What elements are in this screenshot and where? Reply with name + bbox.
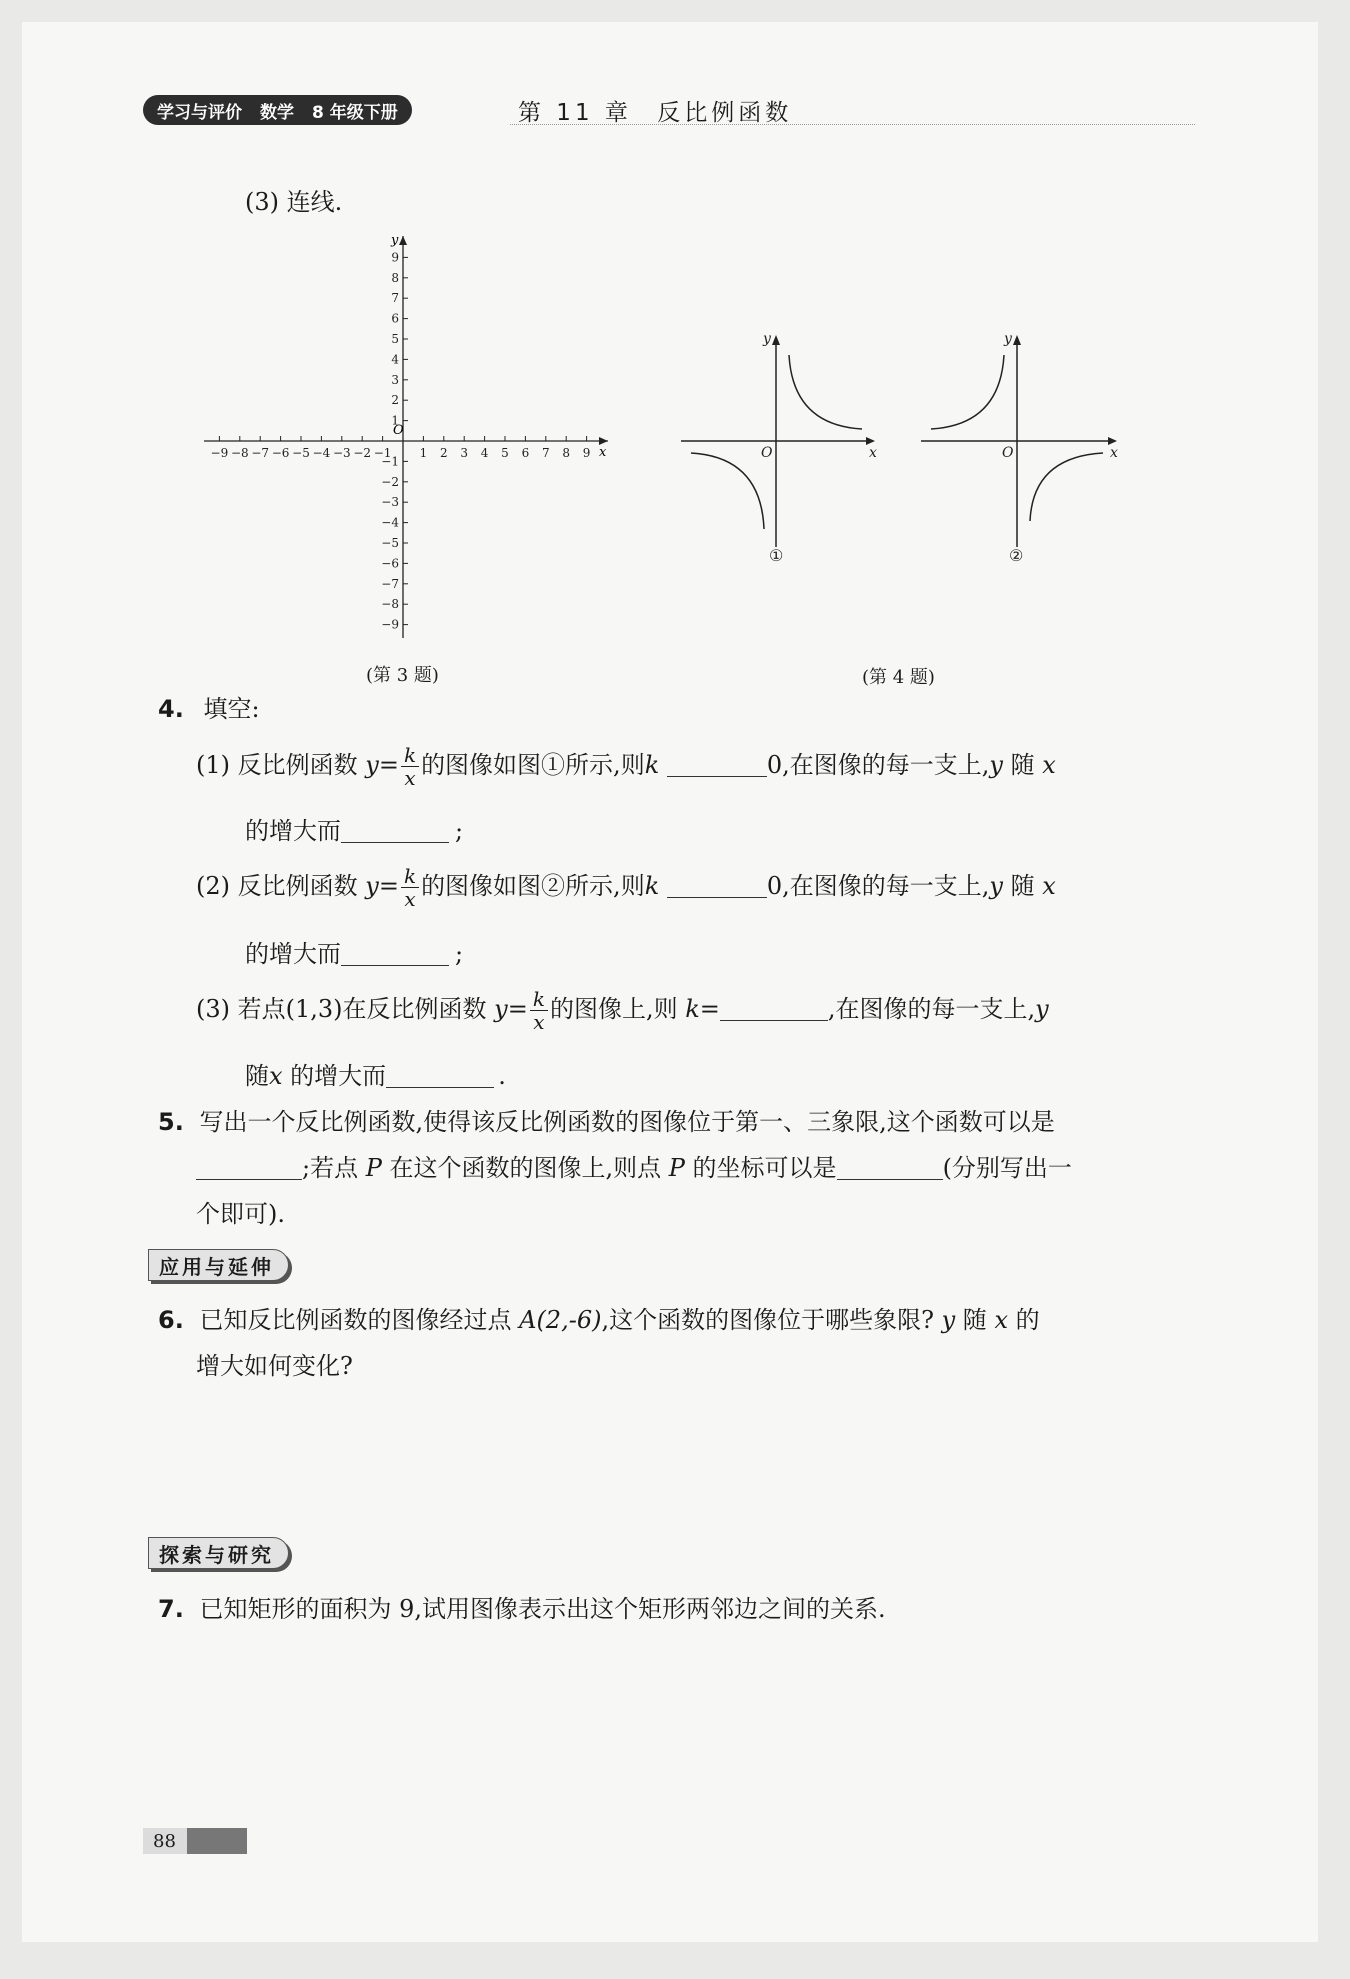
answer-blank[interactable] bbox=[837, 1155, 943, 1180]
y-tick-label: −6 bbox=[381, 556, 399, 571]
equals-sign: = bbox=[699, 995, 720, 1023]
x-tick-label: 4 bbox=[480, 446, 489, 460]
graph-1-label: ① bbox=[769, 546, 784, 565]
x-tick-label: −7 bbox=[251, 446, 270, 460]
x-tick-label: −2 bbox=[353, 446, 372, 460]
question-text: ,这个函数的图像位于哪些象限? bbox=[601, 1306, 934, 1334]
y-tick-label: −4 bbox=[381, 515, 399, 530]
q4-part-2-line-1 bbox=[196, 866, 1056, 909]
question-text: 已知反比例函数的图像经过点 bbox=[199, 1306, 520, 1334]
fraction-numerator: k bbox=[401, 866, 419, 888]
book-header bbox=[143, 95, 412, 125]
fraction-numerator: k bbox=[530, 989, 548, 1011]
question-7 bbox=[158, 1595, 886, 1624]
x-tick-label: −6 bbox=[271, 446, 290, 460]
q4-part-3-line-1 bbox=[196, 989, 1049, 1032]
y-tick-label: −8 bbox=[381, 597, 399, 612]
question-text: 的坐标可以是 bbox=[684, 1154, 837, 1182]
y-tick-label: 2 bbox=[391, 393, 399, 408]
y-tick-label: −1 bbox=[381, 454, 399, 469]
var-y: y bbox=[989, 751, 1003, 779]
question-text: ;若点 bbox=[302, 1154, 366, 1182]
question-text: 写出一个反比例函数,使得该反比例函数的图像位于第一、三象限,这个函数可以是 bbox=[199, 1108, 1055, 1136]
question-6-line-1 bbox=[158, 1306, 1040, 1335]
question-text: 的 bbox=[1015, 1306, 1040, 1334]
y-tick-label: −9 bbox=[381, 617, 399, 632]
answer-blank[interactable] bbox=[667, 752, 767, 777]
q4-part-2-line-2 bbox=[245, 940, 463, 969]
part-text: 的图像如图②所示,则 bbox=[421, 872, 645, 900]
part-text: 随 bbox=[1010, 751, 1035, 779]
fraction-k-over-x bbox=[530, 989, 548, 1032]
x-tick-label: 9 bbox=[582, 446, 591, 460]
hyperbola-2-quadrant-2 bbox=[931, 355, 1004, 429]
var-y: y bbox=[365, 751, 379, 779]
y-tick-label: −7 bbox=[381, 576, 399, 591]
figure-4-hyperbolas bbox=[675, 325, 1135, 575]
question-text: 随 bbox=[962, 1306, 987, 1334]
step-3-connect: (3) 连线. bbox=[245, 188, 343, 216]
punctuation: ; bbox=[455, 940, 464, 968]
y-tick-label: −2 bbox=[381, 474, 399, 489]
fraction-k-over-x bbox=[401, 866, 419, 909]
fraction-denominator: x bbox=[533, 1010, 545, 1034]
answer-blank[interactable] bbox=[386, 1063, 494, 1088]
part-text: 的增大而 bbox=[282, 1062, 387, 1090]
graph-1-y-label: y bbox=[763, 331, 771, 347]
part-text: 随 bbox=[245, 1062, 269, 1090]
x-tick-label: −5 bbox=[292, 446, 310, 460]
fraction-denominator: x bbox=[404, 887, 416, 911]
answer-blank[interactable] bbox=[341, 941, 449, 966]
x-tick-label: 2 bbox=[439, 446, 448, 460]
punctuation: . bbox=[498, 1062, 506, 1090]
answer-blank[interactable] bbox=[720, 996, 828, 1021]
y-tick-label: 5 bbox=[391, 332, 399, 346]
x-tick-label: 7 bbox=[541, 446, 550, 460]
punctuation: ; bbox=[455, 817, 464, 845]
graph-2-label: ② bbox=[1009, 546, 1024, 565]
var-x: x bbox=[1042, 872, 1056, 900]
part-text: ,在图像的每一支上, bbox=[827, 995, 1036, 1023]
var-y: y bbox=[989, 872, 1003, 900]
var-k: k bbox=[685, 995, 700, 1023]
y-tick-label: 7 bbox=[391, 291, 399, 306]
var-p: P bbox=[365, 1154, 382, 1182]
hyperbola-1-quadrant-1 bbox=[789, 355, 862, 429]
section-banner-exploration: 探索与研究 bbox=[148, 1537, 289, 1569]
question-number: 5. bbox=[158, 1108, 184, 1136]
question-6-line-2: 增大如何变化? bbox=[196, 1352, 353, 1380]
book-title: 学习与评价 bbox=[157, 102, 242, 123]
x-tick-label: 6 bbox=[521, 446, 530, 460]
part-text: 0,在图像的每一支上, bbox=[766, 751, 990, 779]
x-tick-label: −4 bbox=[312, 446, 331, 460]
chapter-title: 反比例函数 bbox=[657, 100, 793, 126]
page-number bbox=[143, 1828, 247, 1854]
part-text: (3) 若点(1,3)在反比例函数 bbox=[196, 995, 495, 1023]
question-4-heading bbox=[158, 695, 260, 724]
equals-sign: = bbox=[378, 872, 399, 900]
subject-label: 数学 bbox=[260, 102, 294, 123]
part-text: 随 bbox=[1010, 872, 1035, 900]
figure-4-caption: (第 4 题) bbox=[862, 667, 935, 688]
part-text: 0,在图像的每一支上, bbox=[766, 872, 990, 900]
q4-part-1-line-1 bbox=[196, 745, 1056, 788]
grade-label: 8 年级下册 bbox=[312, 102, 398, 123]
y-tick-label: 6 bbox=[391, 311, 399, 326]
x-tick-label: −9 bbox=[210, 446, 229, 460]
part-text: 的图像如图①所示,则 bbox=[421, 751, 645, 779]
header-divider bbox=[510, 124, 1195, 125]
var-x: x bbox=[994, 1306, 1008, 1334]
var-k: k bbox=[644, 872, 660, 900]
chapter-header bbox=[518, 94, 792, 127]
question-5-line-1 bbox=[158, 1108, 1055, 1137]
y-tick-label: −3 bbox=[381, 495, 399, 510]
question-text: 已知矩形的面积为 9,试用图像表示出这个矩形两邻边之间的关系. bbox=[199, 1595, 886, 1623]
figure-3-coordinate-plane bbox=[200, 230, 620, 650]
part-text: 的图像上,则 bbox=[549, 995, 686, 1023]
y-tick-label: −5 bbox=[381, 536, 399, 550]
var-x: x bbox=[269, 1062, 283, 1090]
var-y: y bbox=[941, 1306, 956, 1334]
x-tick-label: 3 bbox=[460, 446, 469, 460]
x-tick-label: 5 bbox=[501, 446, 509, 460]
fraction-k-over-x bbox=[401, 745, 419, 788]
answer-blank[interactable] bbox=[667, 873, 767, 898]
q4-part-1-line-2 bbox=[245, 817, 463, 846]
question-text: 在这个函数的图像上,则点 bbox=[381, 1154, 669, 1182]
graph-2-x-label: x bbox=[1110, 445, 1118, 461]
x-axis-label: x bbox=[599, 445, 607, 460]
question-5-line-2 bbox=[196, 1154, 1072, 1183]
chapter-number: 第 11 章 bbox=[518, 100, 632, 126]
x-tick-label: −8 bbox=[230, 446, 249, 460]
fraction-denominator: x bbox=[404, 766, 416, 790]
equals-sign: = bbox=[507, 995, 528, 1023]
hyperbola-2-quadrant-4 bbox=[1030, 453, 1103, 521]
graph-2-y-label: y bbox=[1004, 331, 1012, 347]
question-number: 6. bbox=[158, 1306, 184, 1334]
page-number-text: 88 bbox=[153, 1830, 176, 1852]
equals-sign: = bbox=[378, 751, 399, 779]
part-text: 的增大而 bbox=[245, 817, 341, 845]
x-tick-label: −1 bbox=[373, 446, 392, 460]
graph-1-origin: O bbox=[761, 445, 773, 461]
origin-label: O bbox=[393, 423, 404, 438]
x-tick-label: 8 bbox=[562, 446, 571, 460]
point-a: A(2,-6) bbox=[519, 1306, 602, 1334]
y-axis-label: y bbox=[391, 233, 399, 248]
x-tick-label: 1 bbox=[419, 446, 428, 460]
graph-1-x-label: x bbox=[869, 445, 877, 461]
var-y: y bbox=[1035, 995, 1049, 1023]
var-p: P bbox=[668, 1154, 685, 1182]
hyperbola-1-quadrant-3 bbox=[691, 453, 764, 529]
y-tick-label: 4 bbox=[391, 352, 399, 367]
figure-3-caption: (第 3 题) bbox=[366, 665, 439, 686]
var-y: y bbox=[365, 872, 379, 900]
x-tick-label: −3 bbox=[332, 446, 351, 460]
section-banner-application: 应用与延伸 bbox=[148, 1249, 289, 1281]
question-number: 4. bbox=[158, 695, 184, 723]
y-tick-label: 9 bbox=[391, 250, 399, 265]
var-k: k bbox=[644, 751, 660, 779]
answer-blank[interactable] bbox=[196, 1155, 302, 1180]
part-text: (1) 反比例函数 bbox=[196, 751, 366, 779]
answer-blank[interactable] bbox=[341, 818, 449, 843]
part-text: 的增大而 bbox=[245, 940, 341, 968]
question-4-title: 填空: bbox=[203, 695, 260, 723]
q4-part-3-line-2 bbox=[245, 1062, 506, 1091]
y-tick-label: 3 bbox=[391, 372, 399, 387]
part-text: (2) 反比例函数 bbox=[196, 872, 366, 900]
question-number: 7. bbox=[158, 1595, 184, 1623]
var-x: x bbox=[1042, 751, 1056, 779]
question-5-line-3: 个即可). bbox=[196, 1200, 285, 1228]
var-y: y bbox=[494, 995, 508, 1023]
y-tick-label: 1 bbox=[391, 413, 399, 428]
graph-2-origin: O bbox=[1002, 445, 1014, 461]
fraction-numerator: k bbox=[401, 745, 419, 767]
y-tick-label: 8 bbox=[391, 270, 399, 285]
question-text: (分别写出一 bbox=[942, 1154, 1072, 1182]
